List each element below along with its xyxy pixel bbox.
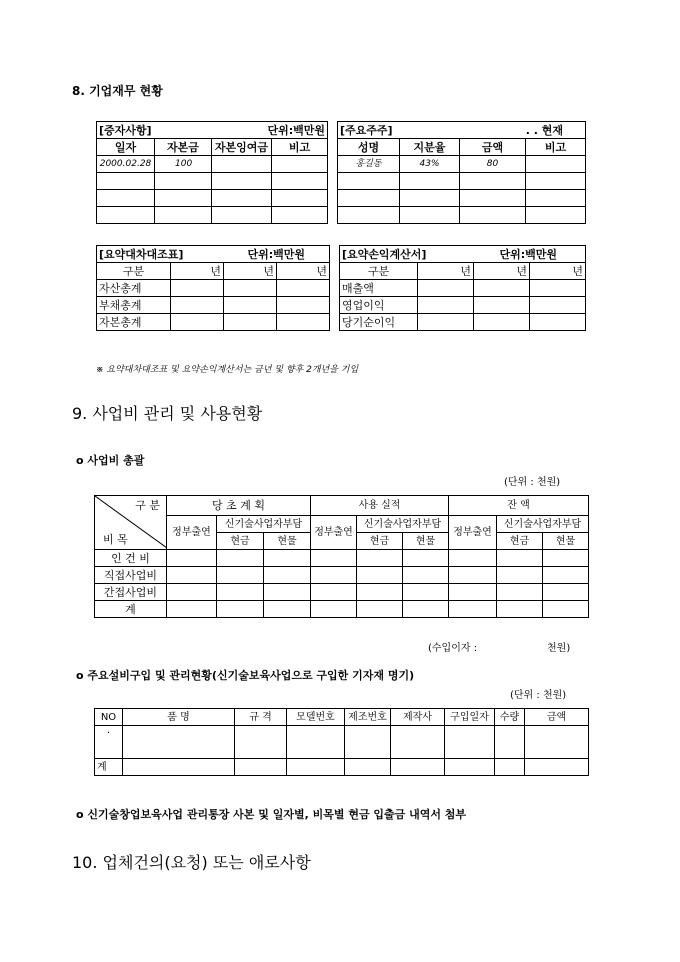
cash-header: 현금 (217, 533, 264, 550)
budget-cell (403, 584, 449, 601)
balance-caption-cell (97, 246, 330, 263)
equipment-cell (391, 759, 445, 776)
shareholders-cell (460, 190, 526, 207)
equipment-cell (287, 726, 345, 759)
balance-cell (171, 280, 224, 297)
capital-unit: 단위:백만원 (267, 123, 326, 137)
diag-top-label: 구 분 (135, 499, 160, 512)
budget-cell (543, 550, 589, 567)
equipment-cell (287, 759, 345, 776)
equipment-header: 구입일자 (445, 709, 495, 726)
section-10-title: 10. 업체건의(요청) 또는 애로사항 (72, 853, 311, 872)
capital-cell (212, 173, 272, 190)
shareholders-cell (338, 207, 400, 224)
income-cell (418, 280, 474, 297)
equipment-cell (495, 726, 525, 759)
budget-cell (311, 550, 357, 567)
capital-cell (155, 207, 212, 224)
capital-cell: 2000.02.28 (97, 156, 155, 173)
shareholders-cell: 43% (400, 156, 460, 173)
capital-cell (272, 156, 328, 173)
shareholders-cell (460, 207, 526, 224)
equipment-cell (235, 726, 287, 759)
equipment-header: NO (95, 709, 123, 726)
balance-cell (224, 280, 277, 297)
inkind-header: 현물 (543, 533, 589, 550)
budget-cell (217, 584, 264, 601)
budget-cell (357, 584, 403, 601)
shareholders-cell (526, 190, 586, 207)
gov-header: 정부출연 (167, 516, 217, 550)
budget-unit: (단위 : 천원) (504, 477, 561, 488)
income-cell (530, 297, 586, 314)
budget-cell (167, 550, 217, 567)
capital-cell (212, 156, 272, 173)
shareholders-cell (400, 190, 460, 207)
income-caption-cell (340, 246, 586, 263)
income-row-label: 당기순이익 (340, 314, 418, 331)
shareholders-header: 지분율 (400, 139, 460, 156)
balance-row-label: 자산총계 (97, 280, 171, 297)
shareholders-header: 금액 (460, 139, 526, 156)
equipment-cell (123, 759, 235, 776)
budget-cell (403, 567, 449, 584)
equipment-cell (525, 726, 589, 759)
shareholders-header: 비고 (526, 139, 586, 156)
capital-header: 자본잉여금 (212, 139, 272, 156)
equipment-header: 모델번호 (287, 709, 345, 726)
income-cell (418, 314, 474, 331)
equipment-cell (123, 726, 235, 759)
interest-label: (수입이자 : (428, 643, 478, 654)
budget-summary-title: ο 사업비 총괄 (76, 454, 145, 467)
budget-cell (543, 567, 589, 584)
equipment-cell (345, 726, 391, 759)
capital-cell (97, 207, 155, 224)
balance-year: 년 (171, 263, 224, 280)
budget-cell (497, 567, 543, 584)
budget-row-label: 계 (95, 601, 167, 618)
capital-cell: 100 (155, 156, 212, 173)
section-9-title: 9. 사업비 관리 및 사용현황 (72, 404, 263, 423)
partner-header: 신기술사업자부담 (217, 516, 311, 533)
equipment-header: 제작사 (391, 709, 445, 726)
budget-cell (311, 584, 357, 601)
capital-cell (212, 190, 272, 207)
cash-header: 현금 (357, 533, 403, 550)
budget-cell (264, 550, 311, 567)
partner-header: 신기술사업자부담 (357, 516, 449, 533)
budget-cell (449, 584, 497, 601)
balance-cell (224, 314, 277, 331)
shareholders-cell (526, 156, 586, 173)
capital-header: 자본금 (155, 139, 212, 156)
equipment-header: 수량 (495, 709, 525, 726)
income-row-label: 영업이익 (340, 297, 418, 314)
income-year: 년 (474, 263, 530, 280)
income-year: 년 (530, 263, 586, 280)
equipment-cell (495, 759, 525, 776)
capital-cell (272, 190, 328, 207)
equipment-cell (345, 759, 391, 776)
budget-cell (311, 567, 357, 584)
attachment-note: ο 신기술창업보육사업 관리통장 사본 및 일자별, 비목별 현금 입출금 내역서 첨부 (76, 808, 467, 821)
equipment-unit: (단위 : 천원) (510, 690, 567, 701)
balance-table (96, 245, 330, 331)
balance-year: 년 (277, 263, 330, 280)
income-cell (474, 280, 530, 297)
capital-caption-cell (97, 122, 328, 139)
budget-diagonal-header (95, 496, 167, 550)
budget-cell (264, 584, 311, 601)
capital-caption: [증자사항] (99, 123, 152, 137)
shareholders-caption: [주요주주] (340, 123, 393, 137)
budget-cell (497, 584, 543, 601)
budget-table (94, 495, 589, 618)
budget-cell (357, 567, 403, 584)
budget-cell (449, 550, 497, 567)
balance-cell (277, 280, 330, 297)
budget-cell (217, 550, 264, 567)
capital-cell (97, 173, 155, 190)
equipment-cell (235, 759, 287, 776)
equipment-header: 품 명 (123, 709, 235, 726)
capital-cell (155, 190, 212, 207)
shareholders-table (337, 121, 586, 224)
shareholders-cell (400, 207, 460, 224)
shareholders-cell (338, 173, 400, 190)
shareholders-asof: . . 현재 (525, 123, 564, 137)
inkind-header: 현물 (403, 533, 449, 550)
capital-cell (272, 207, 328, 224)
shareholders-header: 성명 (338, 139, 400, 156)
balance-row-label: 부채총계 (97, 297, 171, 314)
group-header-plan: 당 초 계 획 (167, 496, 311, 516)
capital-cell (272, 173, 328, 190)
equipment-header: 제조번호 (345, 709, 391, 726)
shareholders-caption-cell (338, 122, 586, 139)
gov-header: 정부출연 (311, 516, 357, 550)
section-8-title: 8. 기업재무 현황 (72, 84, 163, 98)
budget-cell (403, 601, 449, 618)
equipment-dot: · (95, 726, 123, 759)
budget-cell (264, 601, 311, 618)
capital-header: 일자 (97, 139, 155, 156)
balance-cell (171, 314, 224, 331)
shareholders-cell (338, 190, 400, 207)
budget-cell (449, 601, 497, 618)
capital-cell (155, 173, 212, 190)
budget-row-label: 간접사업비 (95, 584, 167, 601)
budget-cell (264, 567, 311, 584)
shareholders-cell (526, 173, 586, 190)
income-cell (418, 297, 474, 314)
budget-cell (217, 567, 264, 584)
group-header-balance: 잔 액 (449, 496, 589, 516)
budget-cell (543, 601, 589, 618)
equipment-cell (525, 759, 589, 776)
balance-caption: [요약대차대조표] (99, 247, 184, 261)
gov-header: 정부출연 (449, 516, 497, 550)
income-cell (474, 297, 530, 314)
shareholders-cell: 홍길동 (338, 156, 400, 173)
equipment-title: ο 주요설비구입 및 관리현황(신기술보육사업으로 구입한 기자재 명기) (76, 669, 415, 682)
equipment-total-label: 계 (95, 759, 123, 776)
financial-note: ※ 요약대차대조표 및 요약손익계산서는 금년 및 향후 2개년을 기입 (96, 365, 359, 375)
income-table (339, 245, 586, 331)
interest-unit: 천원) (547, 643, 571, 654)
budget-cell (167, 601, 217, 618)
capital-header: 비고 (272, 139, 328, 156)
balance-year: 년 (224, 263, 277, 280)
shareholders-cell (460, 173, 526, 190)
budget-cell (403, 550, 449, 567)
balance-cell (171, 297, 224, 314)
equipment-cell (391, 726, 445, 759)
equipment-cell (445, 726, 495, 759)
budget-cell (311, 601, 357, 618)
equipment-cell (445, 759, 495, 776)
budget-cell (449, 567, 497, 584)
budget-cell (497, 550, 543, 567)
income-caption: [요약손익계산서] (342, 247, 427, 261)
capital-table (96, 121, 328, 224)
balance-cell (277, 314, 330, 331)
shareholders-cell (400, 173, 460, 190)
cash-header: 현금 (497, 533, 543, 550)
budget-row-label: 직접사업비 (95, 567, 167, 584)
shareholders-cell (526, 207, 586, 224)
budget-cell (543, 584, 589, 601)
shareholders-cell: 80 (460, 156, 526, 173)
income-unit: 단위:백만원 (499, 247, 558, 261)
equipment-header: 규 격 (235, 709, 287, 726)
group-header-actual: 사용 실적 (311, 496, 449, 516)
balance-row-label: 자본총계 (97, 314, 171, 331)
budget-cell (497, 601, 543, 618)
income-cell (474, 314, 530, 331)
income-header: 구분 (340, 263, 418, 280)
capital-cell (97, 190, 155, 207)
budget-cell (167, 584, 217, 601)
income-cell (530, 280, 586, 297)
equipment-header: 금액 (525, 709, 589, 726)
budget-cell (357, 550, 403, 567)
income-year: 년 (418, 263, 474, 280)
capital-cell (212, 207, 272, 224)
budget-cell (357, 601, 403, 618)
balance-cell (224, 297, 277, 314)
equipment-table (94, 708, 589, 776)
budget-row-label: 인 건 비 (95, 550, 167, 567)
income-cell (530, 314, 586, 331)
budget-cell (217, 601, 264, 618)
balance-unit: 단위:백만원 (247, 247, 306, 261)
diag-bottom-label: 비 목 (103, 533, 128, 546)
inkind-header: 현물 (264, 533, 311, 550)
balance-header: 구분 (97, 263, 171, 280)
budget-cell (167, 567, 217, 584)
income-row-label: 매출액 (340, 280, 418, 297)
balance-cell (277, 297, 330, 314)
partner-header: 신기술사업자부담 (497, 516, 589, 533)
